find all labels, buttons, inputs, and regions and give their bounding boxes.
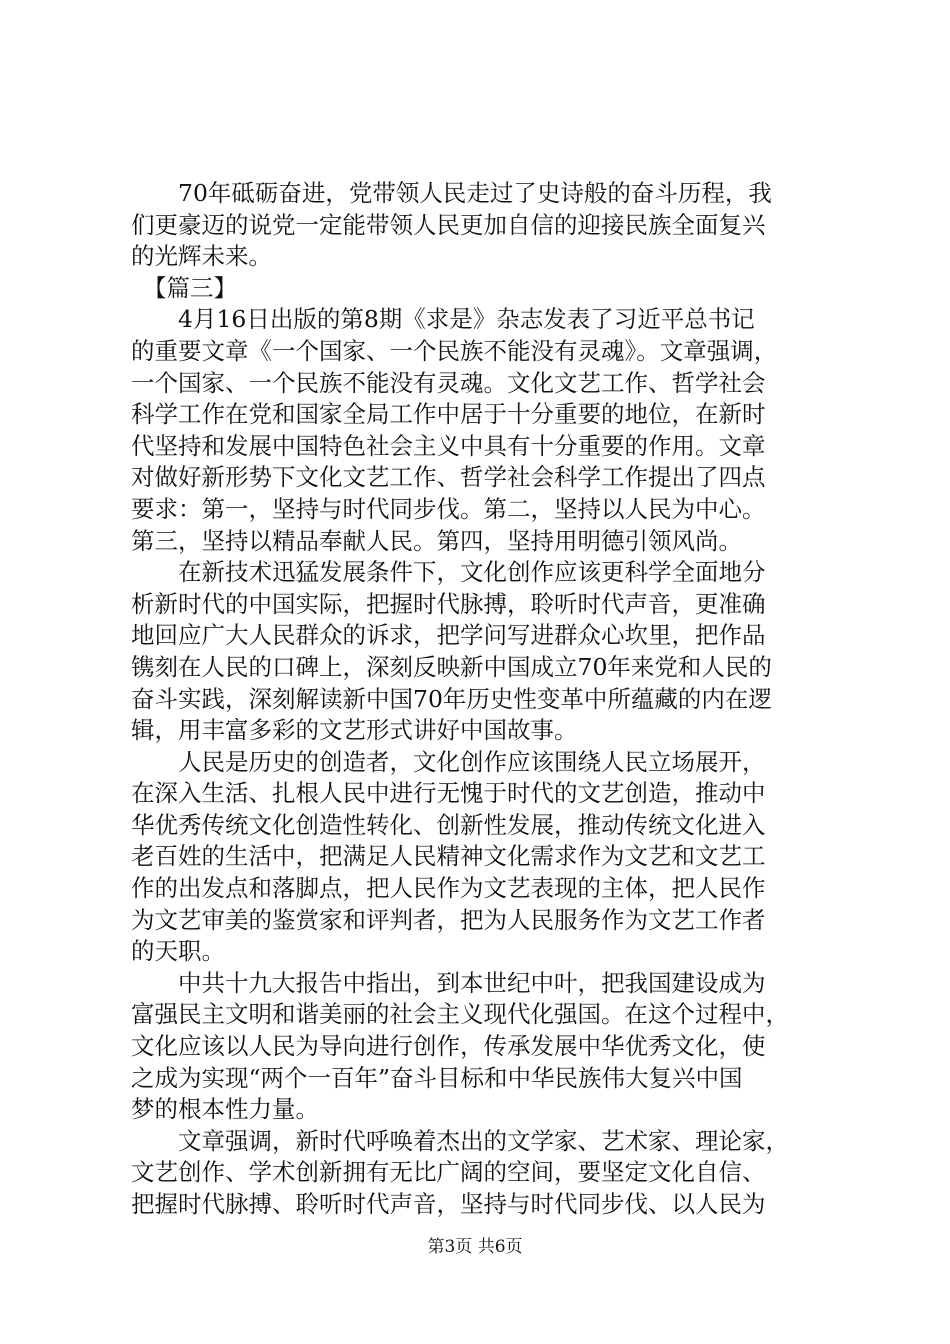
text-line: 富强民主文明和谐美丽的社会主义现代化强国。在这个过程中， [131,1000,789,1029]
text-line: 文化应该以人民为导向进行创作，传承发展中华优秀文化，使 [131,1032,766,1061]
text-line: 奋斗实践，深刻解读新中国70年历史性变革中所蕴藏的内在逻 [131,684,772,713]
text-line: 第三，坚持以精品奉献人民。第四，坚持用明德引领风尚。 [131,526,742,555]
text-line: 文艺创作、学术创新拥有无比广阔的空间，要坚定文化自信、 [131,1158,766,1187]
text-line: 作的出发点和落脚点，把人民作为文艺表现的主体，把人民作 [131,874,766,903]
text-line: 为文艺审美的鉴赏家和评判者，把为人民服务作为文艺工作者 [131,905,766,934]
paragraph [131,1126,843,1221]
text-line: 的光辉未来。 [131,242,272,271]
text-line: 在深入生活、扎根人民中进行无愧于时代的文艺创造，推动中 [131,779,766,808]
text-line: 们更豪迈的说党一定能带领人民更加自信的迎接民族全面复兴 [131,210,766,239]
paragraph [131,178,843,273]
text-line: 在新技术迅猛发展条件下，文化创作应该更科学全面地分 [178,558,766,587]
text-line: 【篇三】 [143,273,237,302]
text-line: 地回应广大人民群众的诉求，把学问写进群众心坎里，把作品 [131,621,766,650]
text-line: 代坚持和发展中国特色社会主义中具有十分重要的作用。文章 [131,431,766,460]
page-footer: 第3页 共6页 [427,1237,523,1257]
text-line: 之成为实现“两个一百年”奋斗目标和中华民族伟大复兴中国 [131,1063,743,1092]
text-line: 对做好新形势下文化文艺工作、哲学社会科学工作提出了四点 [131,463,766,492]
document-body [131,178,843,1221]
text-line: 老百姓的生活中，把满足人民精神文化需求作为文艺和文艺工 [131,842,766,871]
text-line: 华优秀传统文化创造性转化、创新性发展，推动传统文化进入 [131,810,766,839]
text-line: 辑，用丰富多彩的文艺形式讲好中国故事。 [131,716,578,745]
text-line: 的重要文章《一个国家、一个民族不能没有灵魂》。文章强调， [131,336,778,365]
text-line: 把握时代脉搏、聆听时代声音，坚持与时代同步伐、以人民为 [131,1190,766,1218]
text-line: 中共十九大报告中指出，到本世纪中叶，把我国建设成为 [178,968,766,997]
paragraph [131,304,843,557]
text-line: 要求：第一，坚持与时代同步伐。第二，坚持以人民为中心。 [131,494,766,523]
text-line: 70年砥砺奋进，党带领人民走过了史诗般的奋斗历程，我 [178,179,772,207]
paragraph [131,747,843,968]
text-line: 4月16日出版的第8期《求是》杂志发表了习近平总书记 [178,305,755,334]
text-line: 一个国家、一个民族不能没有灵魂。文化文艺工作、哲学社会 [131,368,766,397]
paragraph [131,557,843,747]
text-line: 镌刻在人民的口碑上，深刻反映新中国成立70年来党和人民的 [131,652,772,681]
text-line: 科学工作在党和国家全局工作中居于十分重要的地位，在新时 [131,400,766,429]
text-line: 的天职。 [131,937,225,966]
text-line: 文章强调，新时代呼唤着杰出的文学家、艺术家、理论家， [178,1126,789,1155]
paragraph [131,968,843,1126]
text-line: 梦的根本性力量。 [131,1095,319,1124]
text-line: 析新时代的中国实际，把握时代脉搏，聆听时代声音，更准确 [131,589,766,618]
text-line: 人民是历史的创造者，文化创作应该围绕人民立场展开， [178,747,766,776]
section-heading [131,273,843,305]
